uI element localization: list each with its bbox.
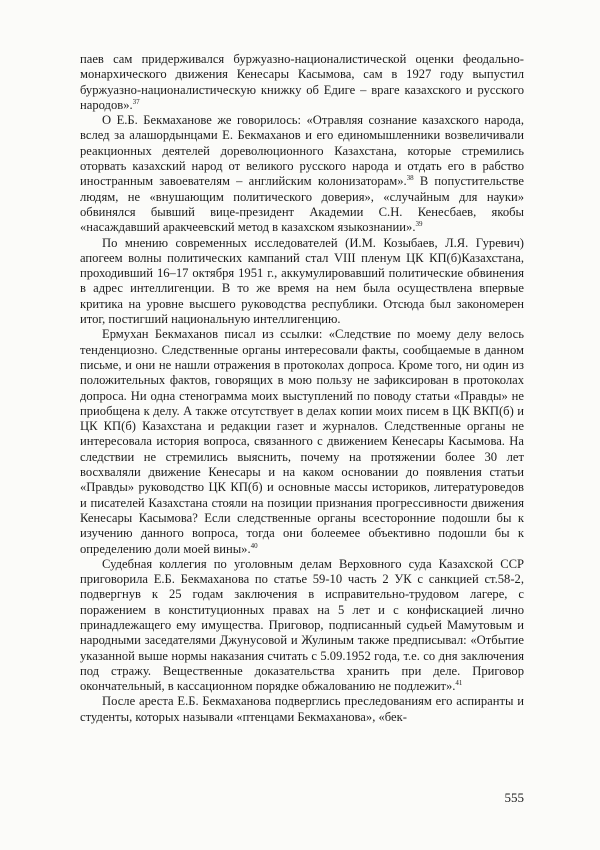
footnote-ref-38[interactable]: 38 [406, 174, 414, 183]
footnote-ref-37[interactable]: 37 [132, 97, 140, 106]
paragraph-5-text: Судебная коллегия по уголовным делам Верховного суда Казахской ССР приговорила Е.Б. Бекмаханова по статье 59-10 часть 2 УК с санкцией ст.58-2, подвергнув к 25 годам заключения в исправительно-трудовом лагере, с поражением в конституционных правах на 5 лет и с конфискацией лично принадлежащего ему имущества. Приговор, подписанный судьей Мамутовым и народными заседателями Джунусовой и Жулиным также предписывал: «Отбытие указанной выше нормы наказания считать с 5.09.1952 года, т.е. со дня заключения под стражу. Вещественные доказательства хранить при деле. Приговор окончательный, в кассационном порядке обжалованию не подлежит». [80, 556, 524, 694]
paragraph-2-tail: В попустительстве людям, не «внушающим политического доверия», «случайным для науки» обвинялся бывший вице-президент Академии С.Н. Кенесбаев, якобы «насаждавший аракчеевский метод в казахском языкознании». [80, 174, 525, 235]
paragraph-6 [80, 694, 524, 725]
paragraph-2-text: О Е.Б. Бекмаханове же говорилось: «Отравляя сознание казахского народа, вслед за алашордынцами Е. Бекмаханов и его единомышленники возвеличивали реакционных деятелей дореволюционного Казахстана, которые стремились оторвать казахский народ от великого русского народа и отдать его в рабство иностранным завоевателям – английским колонизаторам». [80, 113, 524, 189]
paragraph-2 [80, 113, 524, 235]
paragraph-3-text: По мнению современных исследователей (И.М. Козыбаев, Л.Я. Гуревич) апогеем волны политических кампаний стал VIII пленум ЦК КП(б)Казахстана, проходивший 16–17 октября 1951 г., аккумулировавший политические обвинения в адрес интеллигенции. В то же время на нем была осуществлена впервые критика на уровне высшего руководства республики. Отсюда был закономерен итог, постигший национальную интеллигенцию. [80, 235, 524, 327]
paragraph-4 [80, 327, 524, 556]
paragraph-4-text: Ермухан Бекмаханов писал из ссылки: «Следствие по моему делу велось тенденциозно. Следственные органы интересовали факты, сообщаемые в данном письме, и они не нашли отражения в протоколах допроса. Кроме того, ни один из положительных фактов, говорящих в мою пользу не зафиксирован в протоколах допроса. Ни одна стенограмма моих выступлений по поводу статьи «Правды» не приобщена к делу. А также отсутствует в делах копии моих писем в ЦК ВКП(б) и ЦК КП(б) Казахстана и редакции газет и журналов. Следственные органы не интересовала история вопроса, связанного с движением Кенесары Касымова. На следствии не стремились выяснить, почему на протяжении более 30 лет восхваляли движение Кенесары и на каком основании до появления статьи «Правды» руководство ЦК КП(б) и основные массы историков, литературоведов и писателей Казахстана стояли на позиции признания прогрессивности движения Кенесары Касымова? Если следственные органы всесторонние подошли бы к изучению данного вопроса, тогда они болеемее объективно подошли бы к определению доли моей вины». [80, 327, 524, 556]
footnote-ref-40[interactable]: 40 [250, 541, 258, 550]
page-number: 555 [504, 790, 524, 805]
footnote-ref-39[interactable]: 39 [415, 220, 423, 229]
paragraph-6-text: После ареста Е.Б. Бекмаханова подверглись преследованиям его аспиранты и студенты, которых называли «птенцами Бекмаханова», «бек- [80, 694, 524, 724]
paragraph-5 [80, 557, 524, 695]
footnote-ref-41[interactable]: 41 [455, 679, 463, 688]
body-text [80, 52, 524, 725]
paragraph-1 [80, 52, 524, 113]
paragraph-1-text: паев сам придерживался буржуазно-националистической оценки феодально-монархического движения Кенесары Касымова, сам в 1927 году выпустил буржуазно-националистическую книжку об Едиге – враге казахского и русского народов». [80, 52, 524, 112]
paragraph-3 [80, 236, 524, 328]
